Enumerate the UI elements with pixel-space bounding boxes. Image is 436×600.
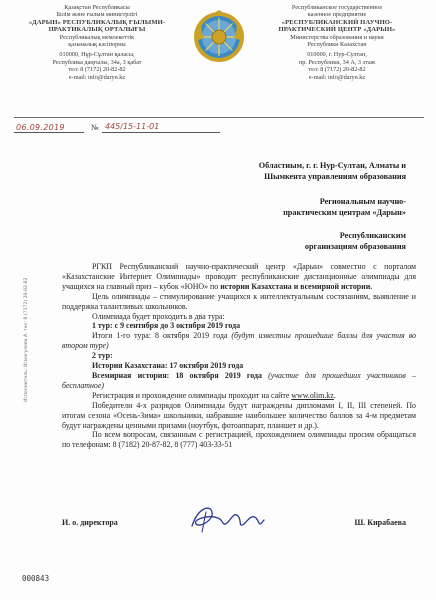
round1-dates bbox=[62, 321, 416, 331]
paragraph-registration: Регистрация и прохождение олимпиады проходит на сайте www.olim.kz. bbox=[92, 390, 336, 400]
addressee-b-line1: Региональным научно- bbox=[319, 197, 406, 206]
number-underline bbox=[102, 132, 220, 133]
registration-number: 445/15-11-01 bbox=[105, 122, 160, 131]
round2-heading bbox=[62, 351, 416, 361]
header-left-line4: ПРАКТИКАЛЫҚ ОРТАЛЫҒЫ bbox=[48, 26, 146, 34]
round2-world-note: (участие для прошедших участников – бесплатное) bbox=[62, 370, 417, 390]
signatory-title: И. о. директора bbox=[62, 518, 118, 527]
header-right-line1: Республиканское государственное bbox=[291, 4, 383, 11]
paragraph-tours: Олимпиада будет проходить в два тура: bbox=[92, 311, 225, 321]
addressee-a-line1: Областным, г. г. Нур-Султан, Алматы и bbox=[258, 161, 406, 170]
header-right-line5: Министерства образования и науки bbox=[290, 33, 384, 41]
header-divider bbox=[14, 117, 424, 118]
header-right-line3: «РЕСПУБЛИКАНСКИЙ НАУЧНО- bbox=[281, 18, 393, 26]
document-serial-number: 000843 bbox=[22, 574, 50, 583]
round2-world-text: Всемирная история: 18 октября 2019 года bbox=[92, 370, 269, 380]
header-left-addr2: Республика даңғылы, 34а, 3 қабат bbox=[52, 58, 142, 66]
header-right-addr2: пр. Республики, 34 А, 3 этаж bbox=[298, 58, 376, 66]
signatory-name: Ш. Кирабаева bbox=[354, 518, 406, 527]
round1-results-text: Итоги 1-го тура: 8 октября 2019 года bbox=[92, 331, 232, 341]
addressee-c-line1: Республиканским bbox=[339, 231, 406, 240]
header-left-addr1: 010000, Нұр-Сұлтан қаласы, bbox=[59, 51, 135, 59]
header-russian-block bbox=[262, 4, 412, 81]
header-kazakh-block bbox=[22, 4, 172, 81]
header-right-addr3: тел: 8 (7172) 20-82-82 bbox=[308, 66, 366, 74]
header-right-addr4: e-mail: info@daryn.kz bbox=[308, 73, 366, 81]
header-right-line2: казенное предприятие bbox=[307, 11, 367, 19]
kazakhstan-state-emblem-icon bbox=[192, 10, 246, 64]
registration-number-label: № bbox=[91, 123, 99, 132]
addressee-daryn-centers bbox=[283, 196, 406, 218]
intro-subjects: истории Казахстана и всемирной истории. bbox=[220, 281, 373, 291]
round2-kazakh-text: История Казахстана: 17 октября 2019 года bbox=[92, 361, 244, 371]
paragraph-contacts: По всем вопросам, связанным с регистрацией, прохождением олимпиады просим обращаться по телефонам: 8 (7182) 20-87-82, 8 (777) 403-33-51 bbox=[62, 430, 416, 450]
header-left-line5: Республикалық мемлекеттік bbox=[59, 33, 135, 41]
intro-text: РГКП Республиканский научно-практический центр «Дарын» совместно с порталом «Казахстанские Интернет Олимпиады» проводит республиканские дистанционные олимпиады для учащихся на главный приз – кубок «ЮНО» по bbox=[62, 262, 416, 291]
header-left-line3: «ДАРЫН» РЕСПУБЛИКАЛЫҚ ҒЫЛЫМИ- bbox=[28, 18, 166, 26]
round2-kazakh-history bbox=[62, 361, 416, 371]
round1-text: 1 тур: с 9 сентября до 3 октября 2019 года bbox=[92, 321, 241, 331]
paragraph-goal: Цель олимпиады – стимулирование учащихся к интеллектуальным состязаниям, выявление и поддержка талантливых школьников. bbox=[62, 291, 416, 311]
addressee-regional-departments bbox=[259, 160, 406, 182]
round2-world-history bbox=[62, 371, 416, 391]
executor-side-note-text: Исполнитель: Исмагулова А. тел: 8 (7172) 20-82-82 bbox=[24, 277, 29, 402]
addressee-b-line2: практическим центрам «Дарын» bbox=[283, 208, 406, 217]
olympiad-site-link[interactable]: www.olim.kz bbox=[291, 390, 334, 400]
handwritten-signature bbox=[188, 498, 270, 538]
paragraph-intro bbox=[62, 262, 416, 292]
addressee-c-line2: организациям образования bbox=[304, 242, 406, 251]
registration-text: Регистрация и прохождение олимпиады проходит на сайте bbox=[92, 390, 292, 400]
executor-side-note bbox=[24, 272, 36, 402]
round2-text: 2 тур: bbox=[92, 351, 113, 361]
header-right-addr1: 010000, г. Нур-Султан, bbox=[307, 51, 367, 59]
round1-results bbox=[62, 331, 416, 351]
header-right-line6: Республики Казахстан bbox=[307, 41, 367, 49]
date-underline bbox=[14, 132, 84, 133]
letter-body bbox=[62, 262, 416, 450]
header-left-line6: қазыналық кәсіпорны bbox=[68, 41, 126, 49]
round1-results-note: (будут известны прошедшие баллы для участия во втором туре) bbox=[62, 331, 416, 351]
header-left-line1: Қазақстан Республикасы bbox=[64, 4, 130, 11]
header-left-line2: Білім және ғылым министрлігі bbox=[56, 11, 138, 19]
header-right-line4: ПРАКТИЧЕСКИЙ ЦЕНТР «ДАРЫН» bbox=[278, 26, 396, 34]
addressee-republican-organizations bbox=[305, 230, 406, 252]
header-left-addr4: e-mail: info@daryn.kz bbox=[68, 73, 126, 81]
registration-date: 06.09.2019 bbox=[16, 123, 65, 132]
header-left-addr3: тел: 8 (7172) 20-82-82 bbox=[68, 66, 126, 74]
addressee-a-line2: Шымкента управлениям образования bbox=[264, 172, 406, 181]
paragraph-winners: Победители 4-х разрядов Олимпиады будут награждены дипломами I, II, III степеней. По итогам сезона «Осень-Зима» школьники, набравшие наибольшее количество баллов за 4-м предметам будут награждены ценными призами (ноутбук, фотоаппарат, планшет и др.). bbox=[62, 400, 416, 430]
